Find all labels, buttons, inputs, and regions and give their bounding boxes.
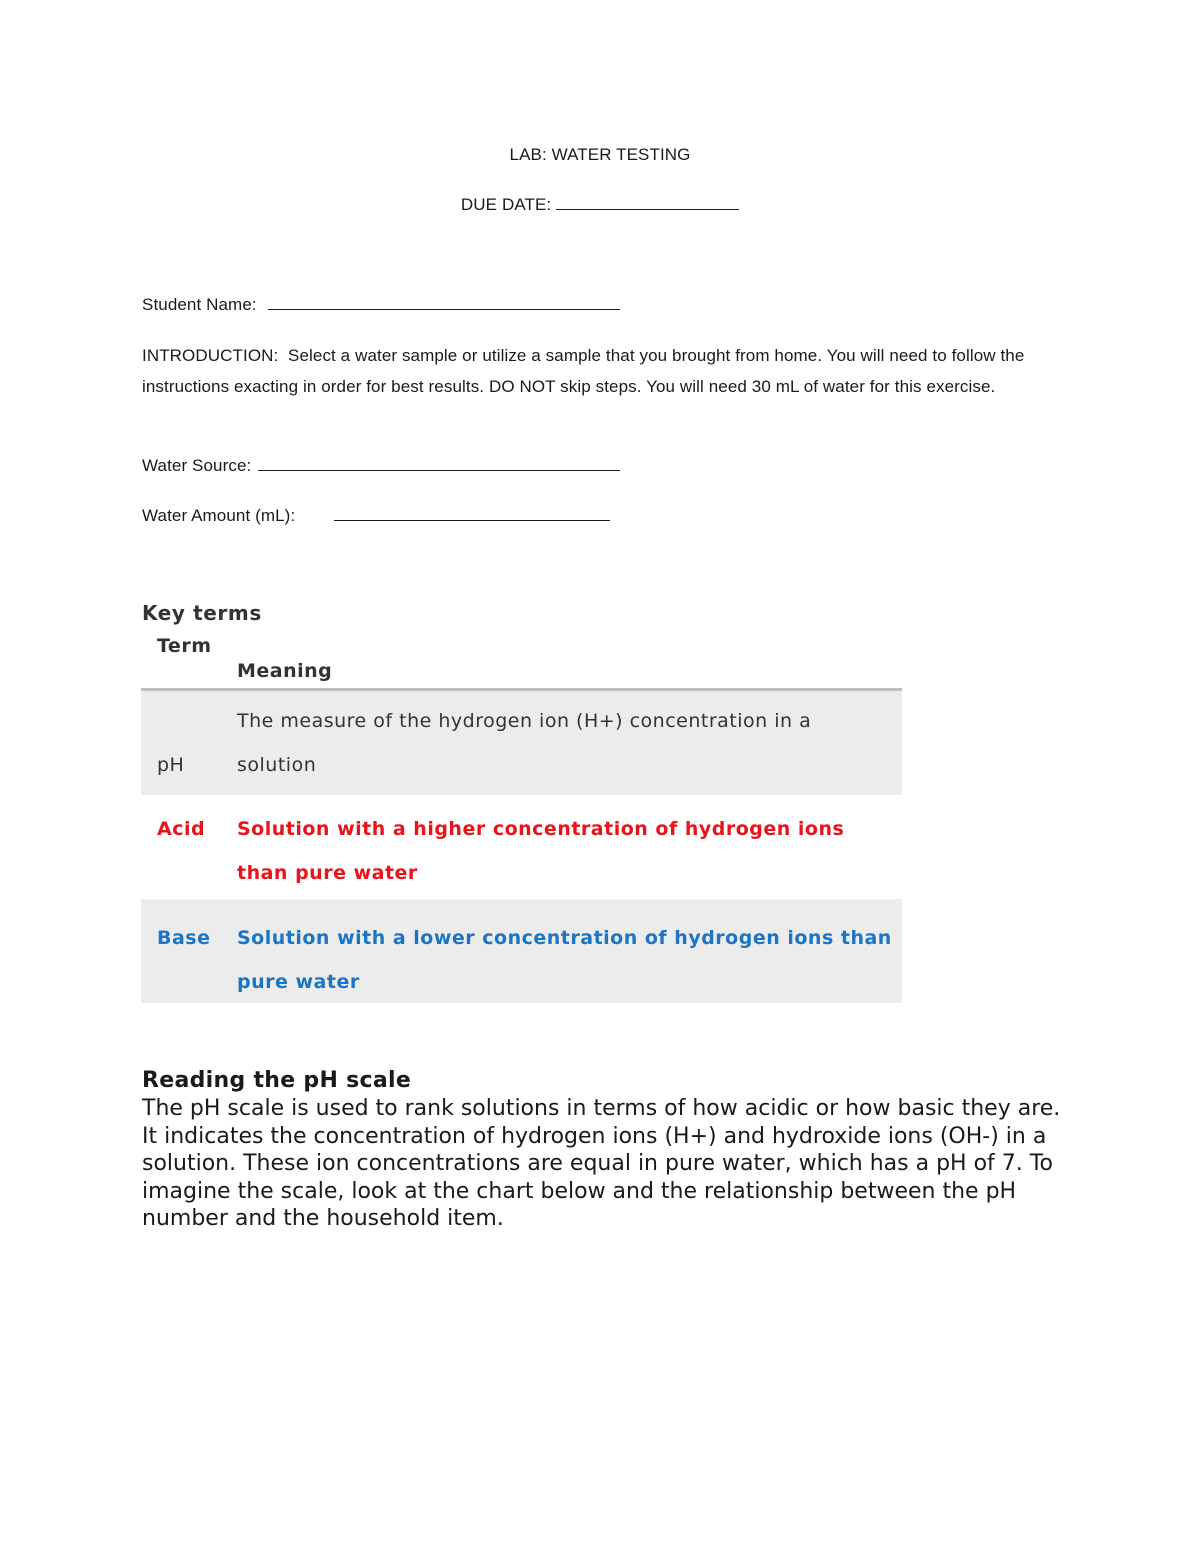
column-header-term: Term	[157, 635, 212, 657]
student-name-blank[interactable]	[268, 309, 620, 310]
water-amount-label: Water Amount (mL):	[142, 506, 296, 525]
meaning-cell: The measure of the hydrogen ion (H+) concentration in a solution	[237, 710, 812, 776]
water-amount-blank[interactable]	[334, 520, 610, 521]
water-source-label: Water Source:	[142, 456, 252, 475]
introduction-label: INTRODUCTION:	[142, 346, 279, 365]
term-cell: Base	[157, 927, 211, 949]
water-source-blank[interactable]	[258, 470, 620, 471]
key-terms-heading: Key terms	[142, 601, 262, 625]
table-row	[141, 795, 902, 899]
table-row	[141, 691, 902, 795]
reading-ph-heading: Reading the pH scale	[142, 1068, 412, 1093]
table-row	[141, 899, 902, 1003]
water-source-line	[142, 456, 620, 476]
meaning-cell: Solution with a higher concentration of hydrogen ions than pure water	[237, 818, 845, 884]
water-amount-line	[142, 506, 610, 526]
meaning-cell: Solution with a lower concentration of hydrogen ions than pure water	[237, 927, 892, 993]
lab-title: LAB: WATER TESTING	[509, 145, 691, 164]
due-date-line	[0, 195, 1200, 215]
key-terms-table	[141, 632, 902, 1003]
due-date-label: DUE DATE:	[460, 195, 552, 214]
student-name-label: Student Name:	[142, 295, 257, 314]
introduction-paragraph	[142, 341, 1072, 402]
reading-ph-paragraph: The pH scale is used to rank solutions in terms of how acidic or how basic they are. It indicates the concentration of hydrogen ions (H+) and hydroxide ions (OH-) in a solution. These ion concentrations are equal in pure water, which has a pH of 7. To imagine the scale, look at the chart below and the relationship between the pH number and the household item.	[142, 1096, 1061, 1231]
table-header	[141, 632, 902, 691]
student-name-line	[142, 295, 620, 315]
term-cell: Acid	[157, 818, 206, 840]
column-header-meaning: Meaning	[237, 660, 333, 682]
term-cell: pH	[157, 754, 185, 776]
due-date-blank[interactable]	[556, 209, 739, 210]
introduction-text: Select a water sample or utilize a sample that you brought from home. You will need to follow the instructions exacting in order for best results. DO NOT skip steps. You will need 30 mL of water for this exercise.	[142, 346, 1025, 396]
